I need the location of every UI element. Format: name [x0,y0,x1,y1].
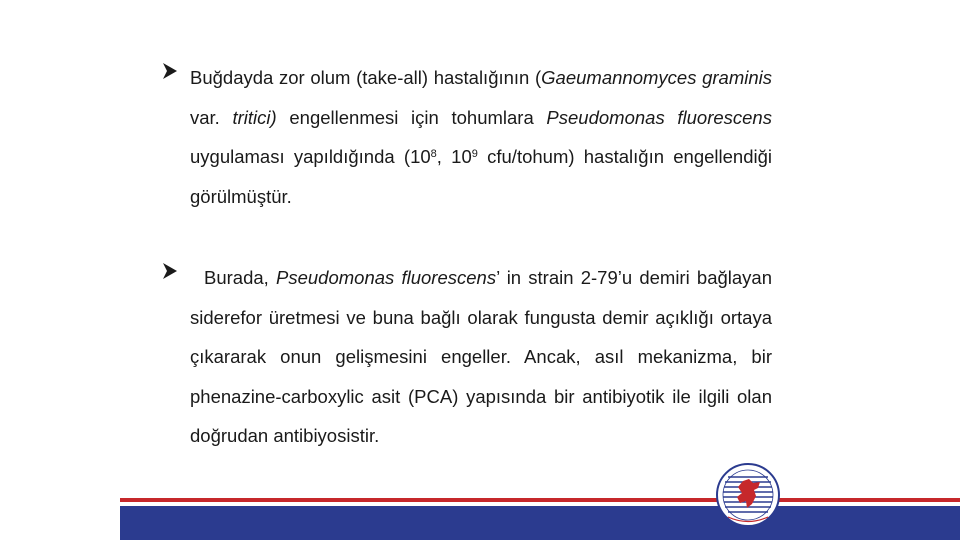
arrow-bullet-icon [162,262,178,280]
bullet-text-1 [190,58,772,216]
italic-term: Pseudomonas fluorescens [276,267,497,288]
bullet-item-2 [162,258,772,456]
text-run: engellenmesi için tohumlara [276,106,547,128]
text-run: ’ in strain 2-79’u demiri bağlayan siderefor üretmesi ve buna bağlı olarak fungusta demir açıklığı ortaya çıkararak onun gelişmesini engeller. Ancak, asıl mekanizma, bir phenazine-carboxylic asit (PCA) yapısında bir antibiyotik ile ilgili olan doğrudan antibiyosistir. [190,267,772,446]
exponent: 9 [471,148,478,160]
exponent: 8 [430,148,437,160]
footer-accent-line [120,498,960,502]
text-run: var. [190,106,233,128]
italic-term: Gaeumannomyces graminis [541,67,773,88]
footer-bar [120,506,960,540]
text-run: cfu/tohum) hastalığın engellendiği görülmüştür. [190,146,772,207]
italic-term: tritici) [232,106,277,128]
bullet-item-1 [162,58,772,216]
bullet-text-2 [190,258,772,456]
text-run: , 10 [436,146,472,167]
arrow-bullet-icon [162,62,178,80]
university-seal-logo [716,463,780,527]
text-run: Buğdayda zor olum (take-all) hastalığının ( [190,67,542,88]
text-run: Burada, [204,267,276,288]
italic-term: Pseudomonas fluorescens [546,106,772,128]
text-run: uygulaması yapıldığında (10 [190,146,431,167]
